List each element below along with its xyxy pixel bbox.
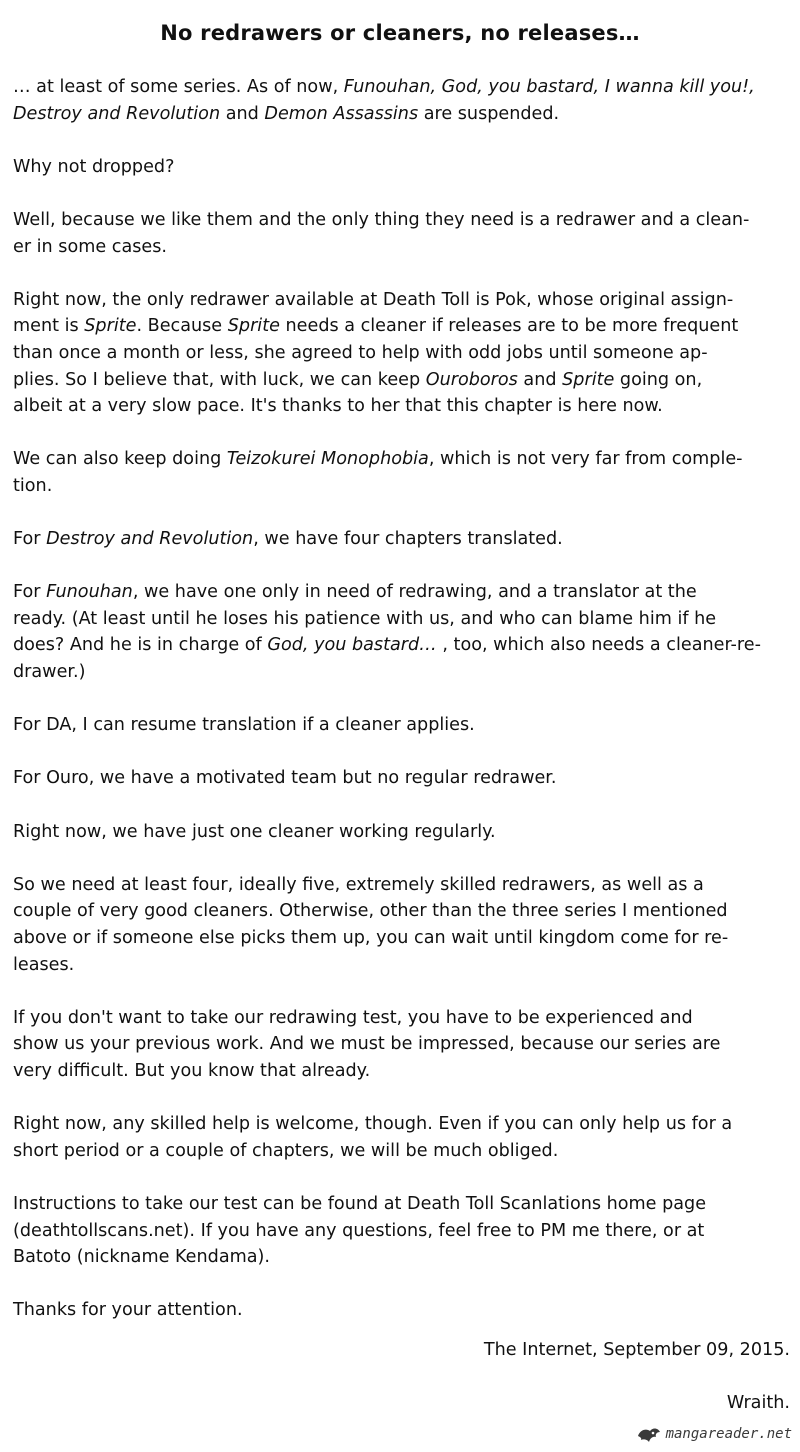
text-run: Right now, the only redrawer available at Death Toll is Pok, whose original assign- — [13, 289, 734, 310]
paragraph — [13, 1111, 793, 1164]
paragraph — [13, 526, 793, 553]
text-line — [13, 1191, 793, 1218]
text-run: above or if someone else picks them up, you can wait until kingdom come for re- — [13, 928, 729, 948]
text-line — [13, 526, 793, 553]
paragraph — [13, 1297, 793, 1324]
text-run: couple of very good cleaners. Otherwise, other than the three series I mentioned — [13, 901, 728, 922]
text-run: show us your previous work. And we must be impressed, because our series are — [13, 1034, 721, 1055]
text-run: For — [13, 582, 47, 603]
paragraph — [13, 154, 793, 181]
text-run: needs a cleaner if releases are to be more frequent — [279, 316, 739, 337]
text-run: Batoto (nickname Kendama). — [13, 1247, 270, 1268]
watermark — [636, 1424, 792, 1444]
text-line — [13, 925, 793, 952]
text-line — [13, 1111, 793, 1138]
page-title: No redrawers or cleaners, no releases… — [160, 21, 640, 45]
italic-title-text: Sprite — [562, 369, 615, 390]
text-run: Thanks for your attention. — [13, 1300, 243, 1321]
text-line — [13, 659, 793, 686]
text-line — [13, 1218, 793, 1245]
text-line — [13, 313, 793, 340]
text-line — [13, 74, 793, 101]
paragraph — [13, 765, 793, 792]
text-line — [13, 340, 793, 367]
text-run: Well, because we like them and the only thing they need is a redrawer and a clean- — [13, 209, 750, 230]
dateline: The Internet, September 09, 2015. — [483, 1340, 790, 1360]
text-line — [13, 287, 793, 314]
italic-title-text: Sprite — [84, 316, 137, 337]
text-line — [13, 446, 793, 473]
text-line — [13, 1005, 793, 1032]
text-line — [13, 819, 793, 846]
italic-title-text: Demon Assassins — [264, 103, 419, 124]
text-run: ment is — [13, 316, 85, 337]
text-run: er in some cases. — [13, 236, 167, 257]
text-line — [13, 393, 793, 420]
text-line — [13, 1058, 793, 1085]
paragraph — [13, 1191, 793, 1271]
watermark-text: mangareader.net — [665, 1426, 792, 1442]
paragraph — [13, 712, 793, 739]
text-line — [13, 872, 793, 899]
paragraph — [13, 579, 793, 685]
text-run: , which is not very far from comple- — [428, 449, 743, 470]
text-run: We can also keep doing — [13, 449, 227, 470]
document-body — [13, 74, 793, 1351]
text-run: , too, which also needs a cleaner-re- — [436, 635, 761, 656]
paragraph — [13, 1005, 793, 1085]
text-run: (deathtollscans.net). If you have any questions, feel free to PM me there, or at — [13, 1220, 705, 1241]
text-line — [13, 1031, 793, 1058]
italic-title-text: Ouroboros — [425, 369, 518, 390]
text-run: going on, — [614, 369, 703, 390]
text-run: For DA, I can resume translation if a cleaner applies. — [13, 715, 475, 736]
text-line — [13, 1244, 793, 1271]
text-line — [13, 765, 793, 792]
italic-title-text: Destroy and Revolution — [46, 529, 254, 550]
text-run: leases. — [13, 954, 75, 975]
paragraph — [13, 446, 793, 499]
text-line — [13, 207, 793, 234]
signature: Wraith. — [726, 1393, 790, 1413]
text-line — [13, 1297, 793, 1324]
italic-title-text: Teizokurei Monophobia — [226, 449, 429, 470]
text-run: … at least of some series. As of now, — [13, 77, 344, 97]
text-run: , we have four chapters translated. — [253, 529, 563, 550]
text-line — [13, 632, 793, 659]
paragraph — [13, 819, 793, 846]
text-run: For Ouro, we have a motivated team but no regular redrawer. — [13, 768, 557, 789]
text-run: Instructions to take our test can be found at Death Toll Scanlations home page — [13, 1193, 707, 1214]
text-run: , we have one only in need of redrawing, and a translator at the — [132, 582, 697, 603]
paragraph — [13, 287, 793, 420]
text-run: If you don't want to take our redrawing test, you have to be experienced and — [13, 1007, 693, 1028]
text-line — [13, 154, 793, 181]
text-run: ready. (At least until he loses his patience with us, and who can blame him if he — [13, 608, 717, 629]
text-line — [13, 1138, 793, 1165]
text-line — [13, 579, 793, 606]
text-run: plies. So I believe that, with luck, we can keep — [13, 369, 426, 390]
text-run: short period or a couple of chapters, we will be much obliged. — [13, 1140, 559, 1161]
text-run: does? And he is in charge of — [13, 635, 268, 656]
text-run: are suspended. — [418, 103, 560, 124]
text-run: So we need at least four, ideally five, extremely skilled redrawers, as well as a — [13, 874, 704, 895]
text-run: and — [517, 369, 563, 390]
text-run: For — [13, 529, 47, 550]
italic-title-text: Destroy and Revolution — [13, 103, 221, 124]
text-line — [13, 367, 793, 394]
text-line — [13, 473, 793, 500]
paragraph — [13, 74, 793, 127]
text-run: albeit at a very slow pace. It's thanks to her that this chapter is here now. — [13, 396, 663, 417]
text-run: Why not dropped? — [13, 156, 175, 177]
text-line — [13, 712, 793, 739]
text-run: than once a month or less, she agreed to help with odd jobs until someone ap- — [13, 342, 708, 363]
italic-title-text: Funouhan — [46, 582, 133, 603]
text-run: Right now, we have just one cleaner working regularly. — [13, 821, 496, 842]
paragraph — [13, 872, 793, 978]
text-line — [13, 898, 793, 925]
mangareader-logo-icon — [636, 1424, 662, 1444]
text-run: . Because — [136, 316, 228, 337]
italic-title-text: Sprite — [227, 316, 280, 337]
text-run: Right now, any skilled help is welcome, though. Even if you can only help us for a — [13, 1114, 733, 1135]
text-run: very difficult. But you know that already. — [13, 1060, 371, 1081]
italic-title-text: Funouhan, God, you bastard, I wanna kill you!, — [343, 77, 755, 97]
paragraph — [13, 207, 793, 260]
text-run: and — [220, 103, 265, 124]
text-line — [13, 234, 793, 261]
text-line — [13, 101, 793, 128]
text-run: drawer.) — [13, 662, 86, 683]
text-line — [13, 606, 793, 633]
text-line — [13, 952, 793, 979]
text-run: tion. — [13, 475, 53, 496]
italic-title-text: God, you bastard… — [267, 635, 437, 656]
